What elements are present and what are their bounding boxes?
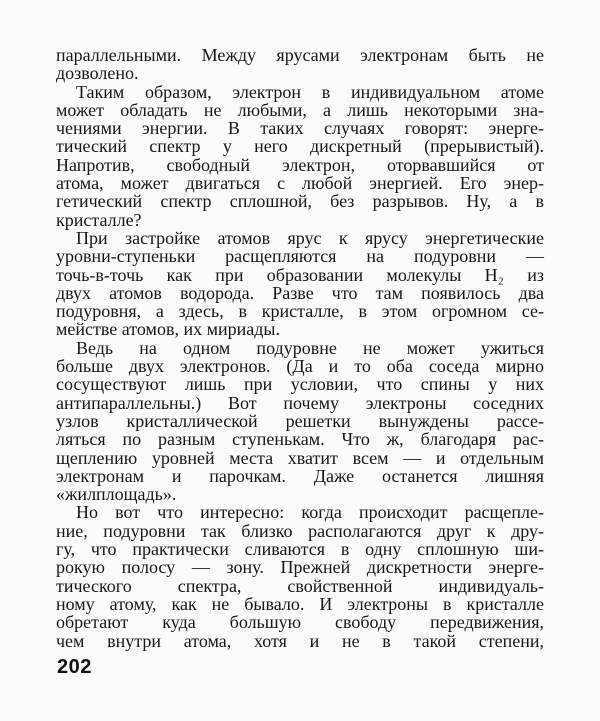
text-line: чениями энергии. В таких случаях говорят: энерге- bbox=[56, 118, 544, 139]
text-line: уровни-ступеньки расщепляются на подуровни — bbox=[56, 246, 544, 267]
text-line: ному атому, как не бывало. И электроны в кристалле bbox=[56, 593, 544, 614]
text-line: обретают куда большую свободу передвижения, bbox=[56, 612, 544, 633]
text-line: При застройке атомов ярус к ярусу энергетические bbox=[76, 227, 544, 248]
text-line: атома, может двигаться с любой энергией. Его энер- bbox=[56, 173, 544, 194]
page-body-text bbox=[56, 46, 544, 650]
text-line: тического спектра, свойственной индивидуаль- bbox=[56, 575, 544, 596]
page-number: 202 bbox=[57, 656, 92, 678]
text-line: Таким образом, электрон в индивидуальном атоме bbox=[76, 81, 544, 102]
text-line: Но вот что интересно: когда происходит расщепле- bbox=[76, 502, 544, 523]
text-line: дозволено. bbox=[56, 63, 139, 84]
text-line: кристалле? bbox=[56, 209, 142, 230]
text-line: гетический спектр сплошной, без разрывов. Ну, а в bbox=[56, 191, 544, 212]
text-line: подуровня, а здесь, в кристалле, в этом огромном се- bbox=[56, 301, 544, 322]
text-line: чем внутри атома, хотя и не в такой степени, bbox=[56, 630, 544, 651]
text-line: может обладать не любыми, а лишь некоторыми зна- bbox=[56, 99, 544, 120]
text-line: гу, что практически сливаются в одну сплошную ши- bbox=[56, 539, 544, 560]
text-line: антипараллельны.) Вот почему электроны соседних bbox=[56, 392, 544, 413]
text-line: щеплению уровней места хватит всем — и отдельным bbox=[56, 447, 544, 468]
text-line: Напротив, свободный электрон, оторвавшийся от bbox=[56, 154, 544, 175]
text-line: электронам и парочкам. Даже останется лишняя bbox=[56, 465, 544, 486]
text-line: ляться по разным ступенькам. Что ж, благодаря рас- bbox=[56, 429, 544, 450]
text-line: больше двух электронов. (Да и то оба соседа мирно bbox=[56, 356, 544, 377]
text-line: точь-в-точь как при образовании молекулы H₂ из bbox=[56, 264, 544, 285]
text-line: Ведь на одном подуровне не может ужиться bbox=[76, 337, 544, 358]
text-line: параллельными. Между ярусами электронам быть не bbox=[56, 45, 544, 65]
text-line: мействе атомов, их мириады. bbox=[56, 319, 280, 340]
text-line: узлов кристаллической решетки вынуждены рассе- bbox=[56, 410, 544, 431]
text-line: рокую полосу — зону. Прежней дискретности энерге- bbox=[56, 557, 544, 578]
text-line: «жилплощадь». bbox=[56, 484, 177, 505]
text-line: тический спектр у него дискретный (прерывистый). bbox=[56, 136, 544, 157]
text-line: двух атомов водорода. Разве что там появилось два bbox=[56, 282, 544, 303]
text-line: ние, подуровни так близко располагаются друг к дру- bbox=[56, 520, 544, 541]
text-line: сосуществуют лишь при условии, что спины у них bbox=[56, 374, 544, 395]
